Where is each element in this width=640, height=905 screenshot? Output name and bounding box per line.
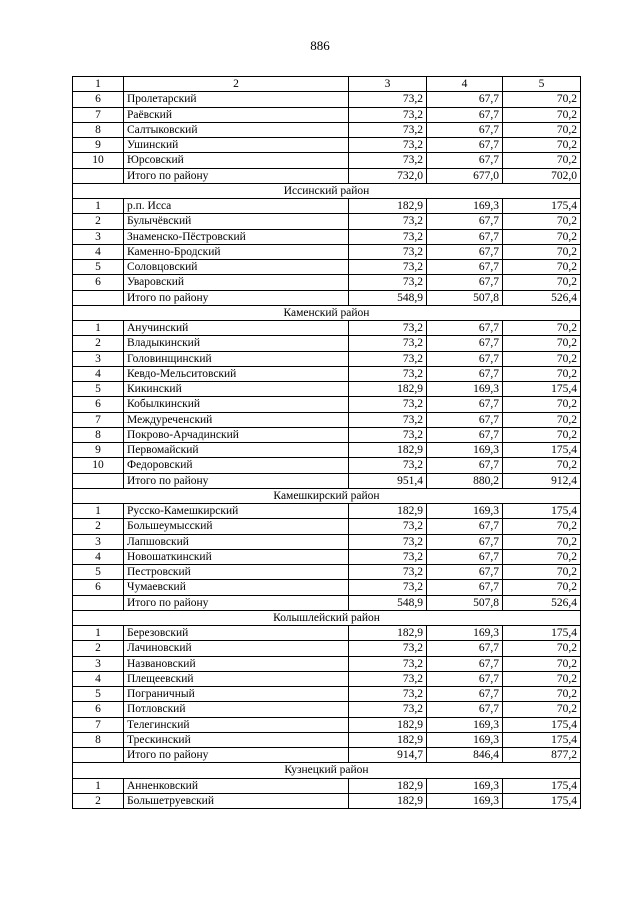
value-col-4: 67,7 (427, 275, 503, 290)
column-header: 3 (349, 77, 427, 92)
value-col-4: 67,7 (427, 138, 503, 153)
value-col-5: 70,2 (503, 229, 581, 244)
value-col-3: 73,2 (349, 580, 427, 595)
row-number: 10 (73, 458, 124, 473)
value-col-3: 182,9 (349, 732, 427, 747)
value-col-5: 175,4 (503, 626, 581, 641)
settlement-name: Лачиновский (124, 641, 349, 656)
value-col-5: 70,2 (503, 153, 581, 168)
value-col-5: 70,2 (503, 412, 581, 427)
row-number: 5 (73, 687, 124, 702)
settlement-name: Раёвский (124, 107, 349, 122)
table-row (73, 351, 581, 366)
table-row (73, 199, 581, 214)
value-col-4: 67,7 (427, 641, 503, 656)
value-col-5: 175,4 (503, 382, 581, 397)
settlement-name: Потловский (124, 702, 349, 717)
table-row (73, 397, 581, 412)
table-row (73, 92, 581, 107)
row-number: 4 (73, 671, 124, 686)
value-col-5: 70,2 (503, 244, 581, 259)
value-col-4: 169,3 (427, 793, 503, 808)
total-label: Итого по району (124, 595, 349, 610)
row-number: 6 (73, 92, 124, 107)
settlement-name: Пролетарский (124, 92, 349, 107)
district-heading: Каменский район (73, 305, 581, 320)
settlement-name: Плещеевский (124, 671, 349, 686)
value-col-4: 67,7 (427, 351, 503, 366)
table-row (73, 671, 581, 686)
total-label: Итого по району (124, 748, 349, 763)
table-row (73, 534, 581, 549)
value-col-5: 175,4 (503, 717, 581, 732)
table-row (73, 793, 581, 808)
row-number: 3 (73, 656, 124, 671)
value-col-3: 73,2 (349, 671, 427, 686)
table-row (73, 732, 581, 747)
table-row (73, 107, 581, 122)
row-number: 4 (73, 244, 124, 259)
value-col-3: 73,2 (349, 656, 427, 671)
table-row (73, 580, 581, 595)
settlement-name: Березовский (124, 626, 349, 641)
value-col-5: 70,2 (503, 671, 581, 686)
value-col-5: 70,2 (503, 275, 581, 290)
row-number (73, 748, 124, 763)
value-col-4: 169,3 (427, 382, 503, 397)
row-number (73, 290, 124, 305)
settlement-name: Телегинский (124, 717, 349, 732)
value-col-5: 70,2 (503, 641, 581, 656)
settlement-name: р.п. Исса (124, 199, 349, 214)
row-number: 1 (73, 778, 124, 793)
table-row (73, 687, 581, 702)
settlement-name: Новошаткинский (124, 549, 349, 564)
row-number: 5 (73, 565, 124, 580)
value-col-5: 70,2 (503, 427, 581, 442)
value-col-4: 169,3 (427, 443, 503, 458)
settlement-name: Булычёвский (124, 214, 349, 229)
value-col-4: 677,0 (427, 168, 503, 183)
district-heading: Колышлейский район (73, 610, 581, 625)
table-header-row (73, 77, 581, 92)
row-number: 8 (73, 732, 124, 747)
value-col-3: 73,2 (349, 397, 427, 412)
value-col-3: 548,9 (349, 595, 427, 610)
value-col-5: 175,4 (503, 199, 581, 214)
settlement-name: Трескинский (124, 732, 349, 747)
value-col-3: 73,2 (349, 244, 427, 259)
row-number: 1 (73, 199, 124, 214)
value-col-5: 877,2 (503, 748, 581, 763)
settlement-name: Чумаевский (124, 580, 349, 595)
settlement-name: Первомайский (124, 443, 349, 458)
value-col-3: 73,2 (349, 702, 427, 717)
table-row (73, 122, 581, 137)
value-col-3: 182,9 (349, 626, 427, 641)
row-number: 9 (73, 443, 124, 458)
district-total-row (73, 290, 581, 305)
value-col-4: 67,7 (427, 656, 503, 671)
value-col-3: 182,9 (349, 717, 427, 732)
table-row (73, 214, 581, 229)
table-row (73, 153, 581, 168)
value-col-3: 73,2 (349, 366, 427, 381)
table-row (73, 717, 581, 732)
row-number: 1 (73, 626, 124, 641)
value-col-4: 67,7 (427, 580, 503, 595)
value-col-4: 67,7 (427, 671, 503, 686)
district-heading-row (73, 305, 581, 320)
total-label: Итого по району (124, 168, 349, 183)
value-col-3: 73,2 (349, 275, 427, 290)
value-col-3: 73,2 (349, 336, 427, 351)
settlement-name: Юрсовский (124, 153, 349, 168)
settlement-name: Каменно-Бродский (124, 244, 349, 259)
row-number: 4 (73, 549, 124, 564)
value-col-4: 67,7 (427, 153, 503, 168)
value-col-3: 73,2 (349, 549, 427, 564)
district-total-row (73, 168, 581, 183)
row-number: 4 (73, 366, 124, 381)
district-heading-row (73, 183, 581, 198)
value-col-5: 70,2 (503, 549, 581, 564)
table-row (73, 382, 581, 397)
value-col-4: 67,7 (427, 260, 503, 275)
value-col-5: 175,4 (503, 443, 581, 458)
allocation-table (72, 76, 581, 809)
value-col-3: 73,2 (349, 412, 427, 427)
table-row (73, 138, 581, 153)
row-number: 1 (73, 504, 124, 519)
table-row (73, 626, 581, 641)
value-col-5: 526,4 (503, 595, 581, 610)
value-col-5: 70,2 (503, 260, 581, 275)
value-col-3: 548,9 (349, 290, 427, 305)
settlement-name: Знаменско-Пёстровский (124, 229, 349, 244)
table-row (73, 260, 581, 275)
table-row (73, 244, 581, 259)
table-row (73, 565, 581, 580)
row-number: 6 (73, 275, 124, 290)
settlement-name: Кевдо-Мельситовский (124, 366, 349, 381)
value-col-4: 67,7 (427, 549, 503, 564)
table-row (73, 443, 581, 458)
value-col-3: 73,2 (349, 229, 427, 244)
total-label: Итого по району (124, 473, 349, 488)
value-col-4: 67,7 (427, 214, 503, 229)
value-col-3: 182,9 (349, 504, 427, 519)
district-total-row (73, 473, 581, 488)
row-number: 6 (73, 397, 124, 412)
row-number: 5 (73, 260, 124, 275)
value-col-3: 73,2 (349, 534, 427, 549)
value-col-5: 70,2 (503, 138, 581, 153)
settlement-name: Федоровский (124, 458, 349, 473)
value-col-5: 70,2 (503, 366, 581, 381)
value-col-4: 880,2 (427, 473, 503, 488)
value-col-3: 73,2 (349, 427, 427, 442)
table-row (73, 229, 581, 244)
settlement-name: Владыкинский (124, 336, 349, 351)
table-row (73, 656, 581, 671)
row-number: 2 (73, 336, 124, 351)
column-header: 2 (124, 77, 349, 92)
row-number: 5 (73, 382, 124, 397)
value-col-5: 175,4 (503, 732, 581, 747)
total-label: Итого по району (124, 290, 349, 305)
value-col-5: 70,2 (503, 214, 581, 229)
district-heading-row (73, 488, 581, 503)
value-col-3: 73,2 (349, 92, 427, 107)
settlement-name: Междуреченский (124, 412, 349, 427)
row-number: 3 (73, 229, 124, 244)
value-col-3: 182,9 (349, 443, 427, 458)
row-number: 1 (73, 321, 124, 336)
value-col-3: 73,2 (349, 458, 427, 473)
value-col-5: 70,2 (503, 122, 581, 137)
row-number: 8 (73, 122, 124, 137)
settlement-name: Большеумысский (124, 519, 349, 534)
value-col-5: 70,2 (503, 534, 581, 549)
row-number: 7 (73, 107, 124, 122)
value-col-3: 73,2 (349, 321, 427, 336)
row-number: 8 (73, 427, 124, 442)
value-col-3: 73,2 (349, 153, 427, 168)
value-col-3: 182,9 (349, 199, 427, 214)
value-col-4: 67,7 (427, 565, 503, 580)
row-number (73, 595, 124, 610)
column-header: 4 (427, 77, 503, 92)
value-col-3: 73,2 (349, 519, 427, 534)
value-col-3: 182,9 (349, 778, 427, 793)
value-col-4: 67,7 (427, 687, 503, 702)
value-col-4: 169,3 (427, 717, 503, 732)
row-number (73, 168, 124, 183)
value-col-4: 67,7 (427, 229, 503, 244)
value-col-5: 912,4 (503, 473, 581, 488)
value-col-4: 67,7 (427, 92, 503, 107)
settlement-name: Анучинский (124, 321, 349, 336)
table-row (73, 519, 581, 534)
row-number: 10 (73, 153, 124, 168)
value-col-3: 914,7 (349, 748, 427, 763)
value-col-4: 67,7 (427, 427, 503, 442)
table-row (73, 321, 581, 336)
value-col-3: 732,0 (349, 168, 427, 183)
value-col-5: 70,2 (503, 321, 581, 336)
table-row (73, 275, 581, 290)
table-row (73, 336, 581, 351)
value-col-5: 70,2 (503, 580, 581, 595)
settlement-name: Покрово-Арчадинский (124, 427, 349, 442)
value-col-4: 67,7 (427, 519, 503, 534)
column-header: 1 (73, 77, 124, 92)
row-number: 3 (73, 534, 124, 549)
district-heading: Кузнецкий район (73, 763, 581, 778)
value-col-3: 73,2 (349, 565, 427, 580)
value-col-5: 70,2 (503, 656, 581, 671)
settlement-name: Кобылкинский (124, 397, 349, 412)
table-row (73, 366, 581, 381)
value-col-4: 67,7 (427, 107, 503, 122)
value-col-5: 70,2 (503, 397, 581, 412)
value-col-4: 67,7 (427, 122, 503, 137)
table-row (73, 504, 581, 519)
district-total-row (73, 595, 581, 610)
table-row (73, 458, 581, 473)
value-col-4: 67,7 (427, 534, 503, 549)
row-number: 6 (73, 580, 124, 595)
value-col-4: 67,7 (427, 244, 503, 259)
value-col-5: 175,4 (503, 778, 581, 793)
table-row (73, 702, 581, 717)
value-col-4: 67,7 (427, 366, 503, 381)
value-col-5: 70,2 (503, 519, 581, 534)
table-row (73, 427, 581, 442)
value-col-5: 175,4 (503, 793, 581, 808)
value-col-4: 67,7 (427, 336, 503, 351)
table-row (73, 549, 581, 564)
value-col-4: 169,3 (427, 778, 503, 793)
value-col-3: 182,9 (349, 382, 427, 397)
row-number: 6 (73, 702, 124, 717)
row-number: 9 (73, 138, 124, 153)
value-col-5: 702,0 (503, 168, 581, 183)
district-heading-row (73, 763, 581, 778)
settlement-name: Русско-Камешкирский (124, 504, 349, 519)
row-number: 7 (73, 717, 124, 732)
value-col-5: 70,2 (503, 92, 581, 107)
value-col-3: 182,9 (349, 793, 427, 808)
row-number: 2 (73, 641, 124, 656)
value-col-4: 67,7 (427, 321, 503, 336)
value-col-3: 73,2 (349, 687, 427, 702)
settlement-name: Ушинский (124, 138, 349, 153)
value-col-3: 73,2 (349, 351, 427, 366)
column-header: 5 (503, 77, 581, 92)
settlement-name: Пограничный (124, 687, 349, 702)
row-number: 2 (73, 793, 124, 808)
table-row (73, 641, 581, 656)
value-col-4: 169,3 (427, 626, 503, 641)
district-heading: Иссинский район (73, 183, 581, 198)
settlement-name: Пестровский (124, 565, 349, 580)
value-col-4: 846,4 (427, 748, 503, 763)
value-col-5: 70,2 (503, 107, 581, 122)
table-row (73, 778, 581, 793)
settlement-name: Большетруевский (124, 793, 349, 808)
settlement-name: Названовский (124, 656, 349, 671)
value-col-4: 507,8 (427, 290, 503, 305)
value-col-3: 951,4 (349, 473, 427, 488)
district-total-row (73, 748, 581, 763)
value-col-4: 169,3 (427, 199, 503, 214)
value-col-5: 70,2 (503, 458, 581, 473)
value-col-3: 73,2 (349, 641, 427, 656)
value-col-5: 70,2 (503, 565, 581, 580)
row-number: 7 (73, 412, 124, 427)
value-col-4: 507,8 (427, 595, 503, 610)
value-col-4: 67,7 (427, 702, 503, 717)
value-col-5: 70,2 (503, 702, 581, 717)
row-number: 3 (73, 351, 124, 366)
table-row (73, 412, 581, 427)
table-body (73, 77, 581, 809)
row-number (73, 473, 124, 488)
settlement-name: Лапшовский (124, 534, 349, 549)
settlement-name: Кикинский (124, 382, 349, 397)
district-heading: Камешкирский район (73, 488, 581, 503)
value-col-3: 73,2 (349, 214, 427, 229)
value-col-3: 73,2 (349, 260, 427, 275)
row-number: 2 (73, 519, 124, 534)
value-col-3: 73,2 (349, 107, 427, 122)
value-col-5: 70,2 (503, 351, 581, 366)
settlement-name: Головинщинский (124, 351, 349, 366)
value-col-4: 169,3 (427, 504, 503, 519)
value-col-3: 73,2 (349, 138, 427, 153)
settlement-name: Анненковский (124, 778, 349, 793)
settlement-name: Салтыковский (124, 122, 349, 137)
value-col-4: 169,3 (427, 732, 503, 747)
row-number: 2 (73, 214, 124, 229)
district-heading-row (73, 610, 581, 625)
value-col-5: 526,4 (503, 290, 581, 305)
value-col-4: 67,7 (427, 397, 503, 412)
value-col-4: 67,7 (427, 412, 503, 427)
page-number: 886 (310, 38, 330, 53)
value-col-5: 70,2 (503, 687, 581, 702)
settlement-name: Уваровский (124, 275, 349, 290)
value-col-5: 70,2 (503, 336, 581, 351)
settlement-name: Соловцовский (124, 260, 349, 275)
value-col-3: 73,2 (349, 122, 427, 137)
value-col-4: 67,7 (427, 458, 503, 473)
value-col-5: 175,4 (503, 504, 581, 519)
